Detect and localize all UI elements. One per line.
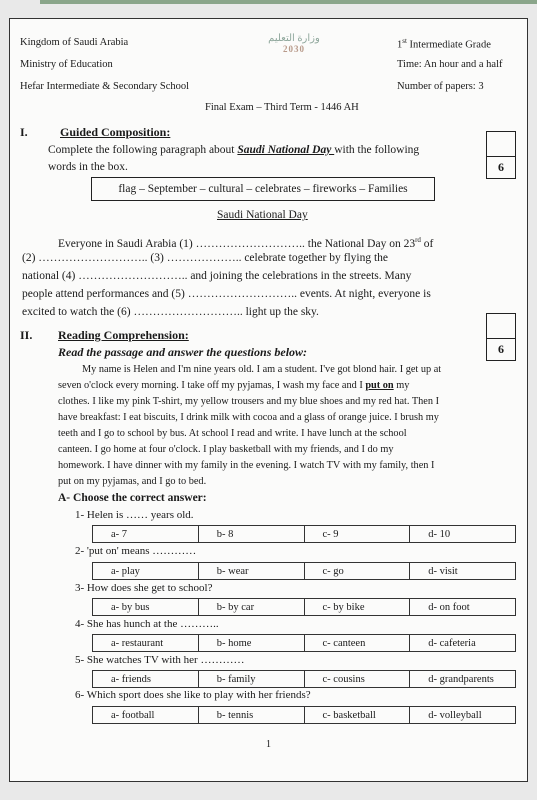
q1-option-d[interactable]: d- 10 (410, 526, 516, 543)
passage-line-5: teeth and I go to school by bus. At school I read and write. I have lunch at the school (58, 428, 407, 439)
q2-option-c[interactable]: c- go (304, 563, 410, 580)
q5-option-c[interactable]: c- cousins (304, 671, 410, 688)
section1-title: Guided Composition: (60, 125, 171, 139)
question-2-options (92, 562, 516, 580)
q3-option-b[interactable]: b- by car (198, 599, 304, 616)
q6-option-d[interactable]: d- volleyball (410, 707, 516, 724)
section2-title: Reading Comprehension: (58, 328, 189, 342)
q4-option-a[interactable]: a- restaurant (93, 635, 199, 652)
question-1-options (92, 525, 516, 543)
question-2: 2- 'put on' means ………… (75, 545, 197, 557)
q3-option-c[interactable]: c- by bike (304, 599, 410, 616)
section1-score-box (486, 131, 516, 179)
passage-line-7: homework. I have dinner with my family in the evening. I watch TV with my family, then I (58, 460, 435, 471)
section1-score: 6 (498, 160, 504, 174)
header-school: Hefar Intermediate & Secondary School (20, 81, 190, 92)
word-box: flag – September – cultural – celebrates – fireworks – Families (91, 177, 435, 201)
q3-option-d[interactable]: d- on foot (410, 599, 516, 616)
part-a-heading: A- Choose the correct answer: (58, 492, 207, 504)
passage-line-8: put on my pyjamas, and I go to bed. (58, 476, 207, 487)
passage-line-6: canteen. I go home at four o'clock. I play basketball with my friends, and I do my (58, 444, 394, 455)
q5-option-a[interactable]: a- friends (93, 671, 199, 688)
passage-line-1: My name is Helen and I'm nine years old. I am a student. I've got blond hair. I get up at (82, 364, 442, 375)
paragraph-line-3: national (4) ……………………….. and joining the celebrations in the streets. Many (22, 270, 412, 282)
passage-line-2: seven o'clock every morning. I take off my pyjamas, I wash my face and I put on my (58, 380, 410, 391)
header-grade: 1st Intermediate Grade (397, 37, 491, 51)
header-time: Time: An hour and a half (397, 59, 503, 70)
header-kingdom: Kingdom of Saudi Arabia (20, 37, 129, 48)
paragraph-line-1: Everyone in Saudi Arabia (1) ……………………….. the National Day on 23rd of (58, 236, 434, 250)
q3-option-a[interactable]: a- by bus (93, 599, 199, 616)
q1-option-c[interactable]: c- 9 (304, 526, 410, 543)
q4-option-d[interactable]: d- cafeteria (410, 635, 516, 652)
paragraph-line-5: excited to watch the (6) ……………………….. light up the sky. (22, 306, 319, 318)
section2-score-box (486, 313, 516, 361)
question-6: 6- Which sport does she like to play with her friends? (75, 689, 311, 701)
paragraph-line-2: (2) ……………………….. (3) ……………….. celebrate together by flying the (22, 252, 389, 264)
section1-instruction-cont: words in the box. (48, 161, 128, 173)
exam-title: Final Exam – Third Term - 1446 AH (205, 102, 359, 113)
q5-option-d[interactable]: d- grandparents (410, 671, 516, 688)
question-5: 5- She watches TV with her ………… (75, 654, 245, 666)
question-3-options (92, 598, 516, 616)
passage-line-4: have breakfast: I eat biscuits, I drink milk with cocoa and a glass of orange juice. I brush my (58, 412, 439, 423)
q6-option-a[interactable]: a- football (93, 707, 199, 724)
question-4-options (92, 634, 516, 652)
passage-line-3: clothes. I like my pink T-shirt, my yellow trousers and my blue shoes and my red hat. Then I (58, 396, 440, 407)
section2-number: II. (20, 328, 33, 342)
header-papers: Number of papers: 3 (397, 81, 484, 92)
question-5-options (92, 670, 516, 688)
top-edge-line (40, 0, 537, 4)
paragraph-title: Saudi National Day (217, 209, 308, 221)
q4-option-b[interactable]: b- home (198, 635, 304, 652)
question-6-options (92, 706, 516, 724)
q4-option-c[interactable]: c- canteen (304, 635, 410, 652)
question-3: 3- How does she get to school? (75, 582, 213, 594)
q6-option-b[interactable]: b- tennis (198, 707, 304, 724)
paragraph-line-4: people attend performances and (5) ……………………….. events. At night, everyone is (22, 288, 431, 300)
q1-option-b[interactable]: b- 8 (198, 526, 304, 543)
section1-instruction: Complete the following paragraph about Saudi National Day with the following (48, 144, 420, 156)
q2-option-b[interactable]: b- wear (198, 563, 304, 580)
question-1: 1- Helen is …… years old. (75, 509, 194, 521)
section2-instruction: Read the passage and answer the questions below: (58, 345, 308, 359)
page-number: 1 (266, 739, 271, 750)
section1-number: I. (20, 125, 28, 139)
q1-option-a[interactable]: a- 7 (93, 526, 199, 543)
section2-score: 6 (498, 342, 504, 356)
exam-paper (9, 18, 528, 782)
q2-option-a[interactable]: a- play (93, 563, 199, 580)
logo-vision: 2030 (283, 44, 305, 54)
q2-option-d[interactable]: d- visit (410, 563, 516, 580)
logo-emblem: وزارة التعليم (268, 33, 320, 44)
ministry-logo (268, 33, 320, 73)
question-4: 4- She has hunch at the ……….. (75, 618, 219, 630)
q5-option-b[interactable]: b- family (198, 671, 304, 688)
q6-option-c[interactable]: c- basketball (304, 707, 410, 724)
header-ministry: Ministry of Education (20, 59, 113, 70)
